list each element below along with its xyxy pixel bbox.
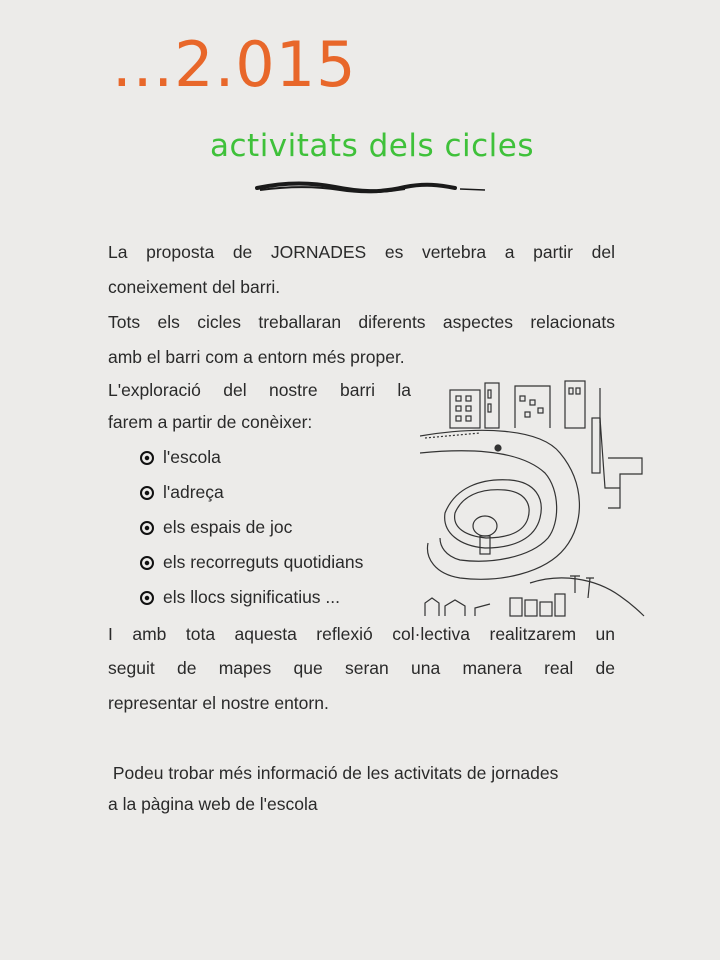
paragraph-1-line-1: La proposta de JORNADES es vertebra a partir del <box>108 242 615 262</box>
paragraph-4-line-3: representar el nostre entorn. <box>108 693 329 713</box>
bullseye-icon <box>140 486 154 500</box>
bullseye-icon <box>140 521 154 535</box>
paragraph-3-line-2: farem a partir de conèixer: <box>108 412 313 432</box>
paragraph-5-line-1: Podeu trobar més informació de les activitats de jornades <box>108 763 559 783</box>
list-item <box>140 580 363 615</box>
list-item-label: els llocs significatius ... <box>163 587 341 607</box>
paragraph-4-line-2: seguit de mapes que seran una manera real de <box>108 658 615 678</box>
neighborhood-drawing <box>420 378 645 618</box>
bullseye-icon <box>140 591 154 605</box>
page-subtitle: activitats dels cicles <box>210 128 534 164</box>
paragraph-5-line-2: a la pàgina web de l'escola <box>108 794 318 814</box>
list-item-label: l'adreça <box>163 482 224 502</box>
list-item <box>140 475 363 510</box>
places-list <box>140 440 363 615</box>
bullseye-icon <box>140 451 154 465</box>
list-item <box>140 440 363 475</box>
list-item-label: l'escola <box>163 447 221 467</box>
paragraph-1-line-2: coneixement del barri. <box>108 277 281 297</box>
page-year-title: ...2.015 <box>112 28 357 101</box>
paragraph-2-line-2: amb el barri com a entorn més proper. <box>108 347 405 367</box>
list-item <box>140 545 363 580</box>
paragraph-4-line-1: I amb tota aquesta reflexió col·lectiva realitzarem un <box>108 624 615 644</box>
list-item-label: els espais de joc <box>163 517 293 537</box>
list-item-label: els recorreguts quotidians <box>163 552 364 572</box>
list-item <box>140 510 363 545</box>
squiggle-divider <box>255 178 487 198</box>
paragraph-2-line-1: Tots els cicles treballaran diferents aspectes relacionats <box>108 312 615 332</box>
paragraph-3-line-1: L'exploració del nostre barri la <box>108 380 411 400</box>
bullseye-icon <box>140 556 154 570</box>
